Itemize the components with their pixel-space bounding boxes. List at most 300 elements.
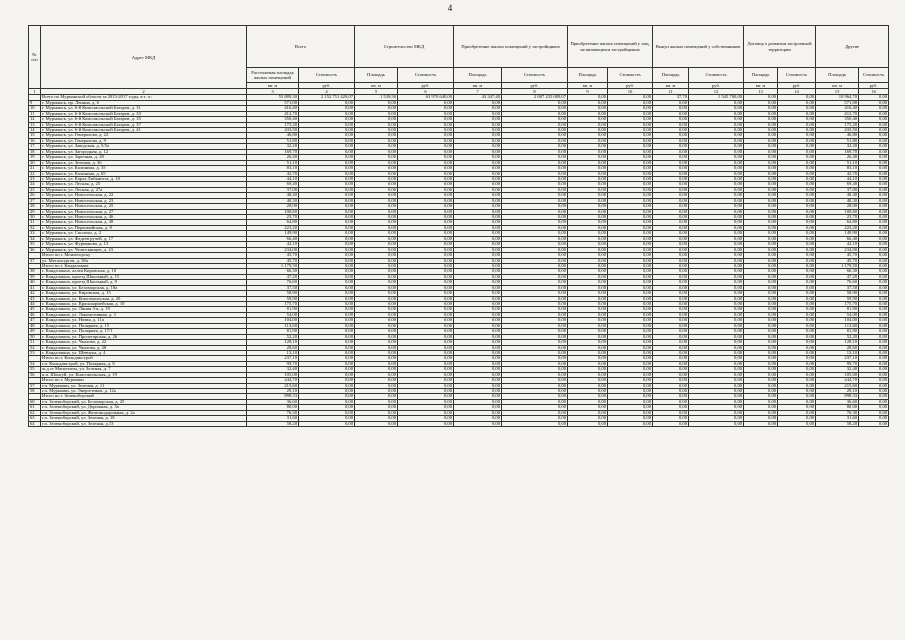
value-cell: 0,00 xyxy=(502,389,568,394)
value-cell: 43 347,40 xyxy=(454,95,502,100)
value-cell: 0,00 xyxy=(689,258,744,263)
value-cell: 0,00 xyxy=(778,285,816,290)
value-cell: 0,00 xyxy=(568,187,608,192)
value-cell: 59,90 xyxy=(247,296,299,301)
value-cell: 0,00 xyxy=(653,215,689,220)
value-cell: 0,00 xyxy=(653,399,689,404)
value-cell: 0,00 xyxy=(608,383,653,388)
value-cell: 0,00 xyxy=(299,372,355,377)
value-cell: 0,00 xyxy=(454,312,502,317)
value-cell: 0,00 xyxy=(355,350,398,355)
value-cell: 0,00 xyxy=(608,95,653,100)
value-cell: 0,00 xyxy=(778,302,816,307)
value-cell: 83,10 xyxy=(247,166,299,171)
value-cell: 0,00 xyxy=(398,187,454,192)
value-cell: 45,70 xyxy=(816,253,859,258)
value-cell: 0,00 xyxy=(608,312,653,317)
value-cell: 0,00 xyxy=(502,285,568,290)
value-cell: 0,00 xyxy=(502,350,568,355)
value-cell: 48,30 xyxy=(816,198,859,203)
value-cell: 0,00 xyxy=(299,144,355,149)
value-cell: 0,00 xyxy=(653,144,689,149)
value-cell: 0,00 xyxy=(355,253,398,258)
value-cell: 0,00 xyxy=(859,280,889,285)
row-number: 19 xyxy=(29,155,41,160)
value-cell: 36,60 xyxy=(816,399,859,404)
row-number: 11 xyxy=(29,111,41,116)
value-cell: 0,00 xyxy=(398,340,454,345)
row-number: 36 xyxy=(29,247,41,252)
value-cell: 0,00 xyxy=(299,133,355,138)
value-cell: 0,00 xyxy=(653,100,689,105)
value-cell: 0,00 xyxy=(355,111,398,116)
value-cell: 0,00 xyxy=(744,410,778,415)
row-number: 32 xyxy=(29,225,41,230)
value-cell: 0,00 xyxy=(398,350,454,355)
value-cell: 0,00 xyxy=(608,280,653,285)
value-cell: 0,00 xyxy=(454,296,502,301)
address-cell: г. Мурманск, ул. Челюскинцев, д. 23 xyxy=(41,247,247,252)
value-cell: 0,00 xyxy=(744,274,778,279)
value-cell: 0,00 xyxy=(299,215,355,220)
value-cell: 0,00 xyxy=(859,155,889,160)
value-cell: 0,00 xyxy=(454,187,502,192)
value-cell: 0,00 xyxy=(653,128,689,133)
value-cell: 0,00 xyxy=(653,166,689,171)
value-cell: 0,00 xyxy=(299,225,355,230)
address-cell: г. Кандалакша, ул. Полярная, д. 17/1 xyxy=(41,329,247,334)
value-cell: 0,00 xyxy=(859,372,889,377)
value-cell: 0,00 xyxy=(744,416,778,421)
value-cell: 0,00 xyxy=(454,274,502,279)
value-cell: 0,00 xyxy=(859,291,889,296)
value-cell: 0,00 xyxy=(502,405,568,410)
value-cell: 0,00 xyxy=(355,204,398,209)
value-cell: 0,00 xyxy=(568,215,608,220)
value-cell: 0,00 xyxy=(778,253,816,258)
value-cell: 0,00 xyxy=(778,405,816,410)
value-cell: 0,00 xyxy=(689,367,744,372)
value-cell: 0,00 xyxy=(744,171,778,176)
unit-area: кв. м xyxy=(816,83,859,89)
value-cell: 0,00 xyxy=(689,128,744,133)
value-cell: 0,00 xyxy=(355,193,398,198)
value-cell: 0,00 xyxy=(355,225,398,230)
value-cell: 0,00 xyxy=(568,128,608,133)
row-number: 29 xyxy=(29,209,41,214)
column-number: 3 xyxy=(247,89,299,95)
value-cell: 0,00 xyxy=(744,166,778,171)
value-cell: 0,00 xyxy=(502,372,568,377)
value-cell: 0,00 xyxy=(859,307,889,312)
value-cell: 0,00 xyxy=(653,198,689,203)
value-cell: 0,00 xyxy=(653,318,689,323)
value-cell: 0,00 xyxy=(568,269,608,274)
value-cell: 0,00 xyxy=(859,215,889,220)
value-cell: 0,00 xyxy=(608,378,653,383)
value-cell: 0,00 xyxy=(689,160,744,165)
value-cell: 0,00 xyxy=(689,410,744,415)
value-cell: 0,00 xyxy=(299,329,355,334)
value-cell: 0,00 xyxy=(608,171,653,176)
value-cell: 45,70 xyxy=(247,253,299,258)
header-area: Площадь xyxy=(653,68,689,83)
value-cell: 0,00 xyxy=(355,166,398,171)
value-cell: 46,80 xyxy=(247,133,299,138)
value-cell: 0,00 xyxy=(398,182,454,187)
value-cell: 0,00 xyxy=(299,334,355,339)
value-cell: 0,00 xyxy=(355,258,398,263)
row-number: 62 xyxy=(29,410,41,415)
value-cell: 0,00 xyxy=(653,253,689,258)
value-cell: 0,00 xyxy=(355,155,398,160)
value-cell: 0,00 xyxy=(744,318,778,323)
value-cell: 0,00 xyxy=(568,204,608,209)
row-number: 21 xyxy=(29,166,41,171)
value-cell: 0,00 xyxy=(398,215,454,220)
value-cell: 0,00 xyxy=(744,334,778,339)
value-cell: 0,00 xyxy=(568,95,608,100)
address-cell: г. Мурманск, ул. Генералова, д. 9 xyxy=(41,138,247,143)
value-cell: 0,00 xyxy=(568,383,608,388)
value-cell: 0,00 xyxy=(608,285,653,290)
value-cell: 0,00 xyxy=(689,242,744,247)
value-cell: 0,00 xyxy=(502,100,568,105)
value-cell: 0,00 xyxy=(608,367,653,372)
column-number: 12 xyxy=(689,89,744,95)
value-cell: 48,30 xyxy=(247,198,299,203)
address-cell: г. Кандалакша, ул. Новая, д. 11а xyxy=(41,318,247,323)
address-cell: г. Мурманск, ул. 6-й Комсомольской Батареи, д. 41 xyxy=(41,128,247,133)
value-cell: 0,00 xyxy=(608,198,653,203)
address-cell: г. Кандалакша, ул. Красноармейская, д. 10 xyxy=(41,302,247,307)
value-cell: 0,00 xyxy=(744,307,778,312)
value-cell: 0,00 xyxy=(398,307,454,312)
value-cell: 0,00 xyxy=(778,242,816,247)
value-cell: 76,30 xyxy=(247,410,299,415)
value-cell: 1 545 700,00 xyxy=(689,95,744,100)
value-cell: 0,00 xyxy=(398,367,454,372)
value-cell: 0,00 xyxy=(502,269,568,274)
value-cell: 0,00 xyxy=(608,155,653,160)
value-cell: 0,00 xyxy=(859,242,889,247)
value-cell: 0,00 xyxy=(744,106,778,111)
column-number: 13 xyxy=(744,89,778,95)
value-cell: 0,00 xyxy=(502,340,568,345)
value-cell: 0,00 xyxy=(689,350,744,355)
value-cell: 0,00 xyxy=(398,280,454,285)
value-cell: 51,80 xyxy=(247,138,299,143)
value-cell: 0,00 xyxy=(689,291,744,296)
value-cell: 0,00 xyxy=(689,187,744,192)
value-cell: 0,00 xyxy=(454,329,502,334)
value-cell: 0,00 xyxy=(689,155,744,160)
row-number: 27 xyxy=(29,198,41,203)
value-cell: 0,00 xyxy=(355,149,398,154)
value-cell: 0,00 xyxy=(398,263,454,268)
address-cell: ул. Металлургов, д. 30а xyxy=(41,258,247,263)
value-cell: 0,00 xyxy=(859,394,889,399)
row-number: 58 xyxy=(29,389,41,394)
value-cell: 13,10 xyxy=(247,350,299,355)
value-cell: 0,00 xyxy=(454,225,502,230)
value-cell: 0,00 xyxy=(568,296,608,301)
value-cell: 175,20 xyxy=(816,122,859,127)
value-cell: 0,00 xyxy=(608,329,653,334)
value-cell: 0,00 xyxy=(568,209,608,214)
value-cell: 0,00 xyxy=(689,302,744,307)
value-cell: 81,90 xyxy=(816,329,859,334)
value-cell: 0,00 xyxy=(398,220,454,225)
value-cell: 0,00 xyxy=(502,198,568,203)
header-area: Площадь xyxy=(355,68,398,83)
value-cell: 0,00 xyxy=(744,209,778,214)
value-cell: 0,00 xyxy=(859,160,889,165)
value-cell: 0,00 xyxy=(608,263,653,268)
row-number: 38 xyxy=(29,269,41,274)
row-number: 44 xyxy=(29,302,41,307)
value-cell: 0,00 xyxy=(454,106,502,111)
value-cell: 0,00 xyxy=(398,378,454,383)
value-cell: 0,00 xyxy=(778,95,816,100)
value-cell: 0,00 xyxy=(355,133,398,138)
value-cell: 0,00 xyxy=(689,318,744,323)
value-cell: 175,70 xyxy=(816,302,859,307)
value-cell: 0,00 xyxy=(653,231,689,236)
value-cell: 100,60 xyxy=(816,209,859,214)
row-number: 63 xyxy=(29,416,41,421)
value-cell: 46,80 xyxy=(816,133,859,138)
value-cell: 0,00 xyxy=(398,133,454,138)
row-number: 31 xyxy=(29,220,41,225)
value-cell: 0,00 xyxy=(653,361,689,366)
value-cell: 0,00 xyxy=(299,111,355,116)
value-cell: 0,00 xyxy=(355,410,398,415)
value-cell: 0,00 xyxy=(608,274,653,279)
value-cell: 0,00 xyxy=(778,280,816,285)
value-cell: 0,00 xyxy=(355,302,398,307)
value-cell: 0,00 xyxy=(299,182,355,187)
value-cell: 51,10 xyxy=(247,160,299,165)
value-cell: 169,70 xyxy=(816,149,859,154)
value-cell: 0,00 xyxy=(502,187,568,192)
address-cell: г. Мурманск, ул. Загородная, д. 12 xyxy=(41,149,247,154)
value-cell: 0,00 xyxy=(744,378,778,383)
value-cell: 0,00 xyxy=(689,253,744,258)
value-cell: 0,00 xyxy=(689,204,744,209)
value-cell: 0,00 xyxy=(653,225,689,230)
value-cell: 0,00 xyxy=(568,236,608,241)
value-cell: 0,00 xyxy=(778,106,816,111)
value-cell: 0,00 xyxy=(454,215,502,220)
value-cell: 0,00 xyxy=(568,155,608,160)
value-cell: 0,00 xyxy=(299,345,355,350)
value-cell: 0,00 xyxy=(859,128,889,133)
value-cell: 0,00 xyxy=(744,160,778,165)
value-cell: 571,00 xyxy=(247,100,299,105)
address-cell: г. Мурманск, ул. Первомайская, д. 8 xyxy=(41,225,247,230)
value-cell: 433,50 xyxy=(816,128,859,133)
value-cell: 0,00 xyxy=(502,410,568,415)
value-cell: 0,00 xyxy=(502,296,568,301)
value-cell: 0,00 xyxy=(744,399,778,404)
value-cell: 0,00 xyxy=(355,160,398,165)
value-cell: 0,00 xyxy=(778,345,816,350)
value-cell: 0,00 xyxy=(653,383,689,388)
value-cell: 0,00 xyxy=(355,312,398,317)
value-cell: 81,90 xyxy=(247,329,299,334)
row-number: 51 xyxy=(29,340,41,345)
address-cell: г. Кандалакша, проезд Школьный, д. 9 xyxy=(41,280,247,285)
value-cell: 0,00 xyxy=(355,138,398,143)
value-cell: 0,00 xyxy=(299,318,355,323)
row-number: 45 xyxy=(29,307,41,312)
value-cell: 0,00 xyxy=(398,225,454,230)
value-cell: 76,60 xyxy=(247,280,299,285)
unit-rub: руб. xyxy=(689,83,744,89)
value-cell: 0,00 xyxy=(568,312,608,317)
address-cell: г. Мурманск, ул. 6-й Комсомольской Батареи, д. 35 xyxy=(41,117,247,122)
value-cell: 48,40 xyxy=(247,193,299,198)
value-cell: 0,00 xyxy=(502,291,568,296)
value-cell: 28,60 xyxy=(247,345,299,350)
value-cell: 0,00 xyxy=(859,225,889,230)
value-cell: 0,00 xyxy=(355,367,398,372)
value-cell: 0,00 xyxy=(778,296,816,301)
row-number: 61 xyxy=(29,405,41,410)
value-cell: 0,00 xyxy=(355,100,398,105)
value-cell: 0,00 xyxy=(778,198,816,203)
value-cell: 0,00 xyxy=(744,394,778,399)
value-cell: 0,00 xyxy=(744,350,778,355)
page-number: 4 xyxy=(447,3,453,13)
value-cell: 0,00 xyxy=(608,345,653,350)
column-number: 15 xyxy=(816,89,859,95)
value-cell: 0,00 xyxy=(744,193,778,198)
value-cell: 0,00 xyxy=(859,95,889,100)
value-cell: 0,00 xyxy=(744,421,778,426)
value-cell: 0,00 xyxy=(502,421,568,426)
value-cell: 898,33 xyxy=(816,394,859,399)
value-cell: 0,00 xyxy=(454,231,502,236)
value-cell: 0,00 xyxy=(689,394,744,399)
row-number: 37 xyxy=(29,258,41,263)
value-cell: 0,00 xyxy=(355,220,398,225)
value-cell: 0,00 xyxy=(653,220,689,225)
address-cell: Итого по г. Кандалакша xyxy=(41,263,247,268)
value-cell: 215,60 xyxy=(247,383,299,388)
value-cell: 0,00 xyxy=(859,231,889,236)
value-cell: 0,00 xyxy=(689,312,744,317)
value-cell: 0,00 xyxy=(689,274,744,279)
table-body xyxy=(29,95,889,427)
unit-rub: руб. xyxy=(299,83,355,89)
value-cell: 0,00 xyxy=(299,367,355,372)
value-cell: 64,80 xyxy=(816,220,859,225)
value-cell: 0,00 xyxy=(608,350,653,355)
value-cell: 0,00 xyxy=(744,117,778,122)
value-cell: 0,00 xyxy=(859,176,889,181)
value-cell: 0,00 xyxy=(568,345,608,350)
value-cell: 0,00 xyxy=(299,138,355,143)
value-cell: 0,00 xyxy=(608,372,653,377)
value-cell: 0,00 xyxy=(653,242,689,247)
value-cell: 0,00 xyxy=(502,323,568,328)
value-cell: 0,00 xyxy=(568,291,608,296)
value-cell: 55 889,30 xyxy=(247,95,299,100)
value-cell: 1 179,50 xyxy=(816,263,859,268)
value-cell: 0,00 xyxy=(744,345,778,350)
row-number: 15 xyxy=(29,133,41,138)
value-cell: 0,00 xyxy=(859,323,889,328)
value-cell: 0,00 xyxy=(398,160,454,165)
value-cell: 0,00 xyxy=(778,117,816,122)
value-cell: 0,00 xyxy=(689,144,744,149)
value-cell: 58,20 xyxy=(247,421,299,426)
value-cell: 0,00 xyxy=(355,323,398,328)
value-cell: 0,00 xyxy=(744,367,778,372)
value-cell: 0,00 xyxy=(355,318,398,323)
value-cell: 0,00 xyxy=(744,204,778,209)
value-cell: 0,00 xyxy=(608,399,653,404)
value-cell: 0,00 xyxy=(454,166,502,171)
value-cell: 223,20 xyxy=(816,225,859,230)
value-cell: 0,00 xyxy=(859,361,889,366)
value-cell: 0,00 xyxy=(502,242,568,247)
unit-area: кв. м xyxy=(355,83,398,89)
value-cell: 76,60 xyxy=(816,280,859,285)
value-cell: 0,00 xyxy=(398,258,454,263)
value-cell: 0,00 xyxy=(859,263,889,268)
value-cell: 0,00 xyxy=(653,340,689,345)
value-cell: 0,00 xyxy=(778,372,816,377)
value-cell: 0,00 xyxy=(744,263,778,268)
value-cell: 0,00 xyxy=(355,171,398,176)
value-cell: 0,00 xyxy=(502,329,568,334)
value-cell: 0,00 xyxy=(608,138,653,143)
value-cell: 54,00 xyxy=(247,312,299,317)
column-number: 5 xyxy=(355,89,398,95)
value-cell: 0,00 xyxy=(608,149,653,154)
value-cell: 0,00 xyxy=(744,100,778,105)
unit-rub: руб. xyxy=(859,83,889,89)
value-cell: 0,00 xyxy=(568,280,608,285)
value-cell: 26,40 xyxy=(247,155,299,160)
value-cell: 0,00 xyxy=(299,274,355,279)
value-cell: 0,00 xyxy=(608,291,653,296)
value-cell: 0,00 xyxy=(355,209,398,214)
row-number: 22 xyxy=(29,171,41,176)
value-cell: 0,00 xyxy=(778,100,816,105)
value-cell: 0,00 xyxy=(454,160,502,165)
value-cell: 0,00 xyxy=(568,329,608,334)
value-cell: 0,00 xyxy=(502,302,568,307)
value-cell: 0,00 xyxy=(398,176,454,181)
value-cell: 0,00 xyxy=(653,389,689,394)
row-number: 54 xyxy=(29,361,41,366)
value-cell: 0,00 xyxy=(355,144,398,149)
value-cell: 0,00 xyxy=(454,171,502,176)
value-cell: 0,00 xyxy=(689,361,744,366)
value-cell: 0,00 xyxy=(744,389,778,394)
value-cell: 0,00 xyxy=(689,182,744,187)
value-cell: 26,40 xyxy=(816,155,859,160)
value-cell: 0,00 xyxy=(454,323,502,328)
address-cell: г. Мурманск, ул. Новосельская, д. 27 xyxy=(41,209,247,214)
value-cell: 0,00 xyxy=(778,258,816,263)
value-cell: 0,00 xyxy=(299,253,355,258)
value-cell: 0,00 xyxy=(502,394,568,399)
